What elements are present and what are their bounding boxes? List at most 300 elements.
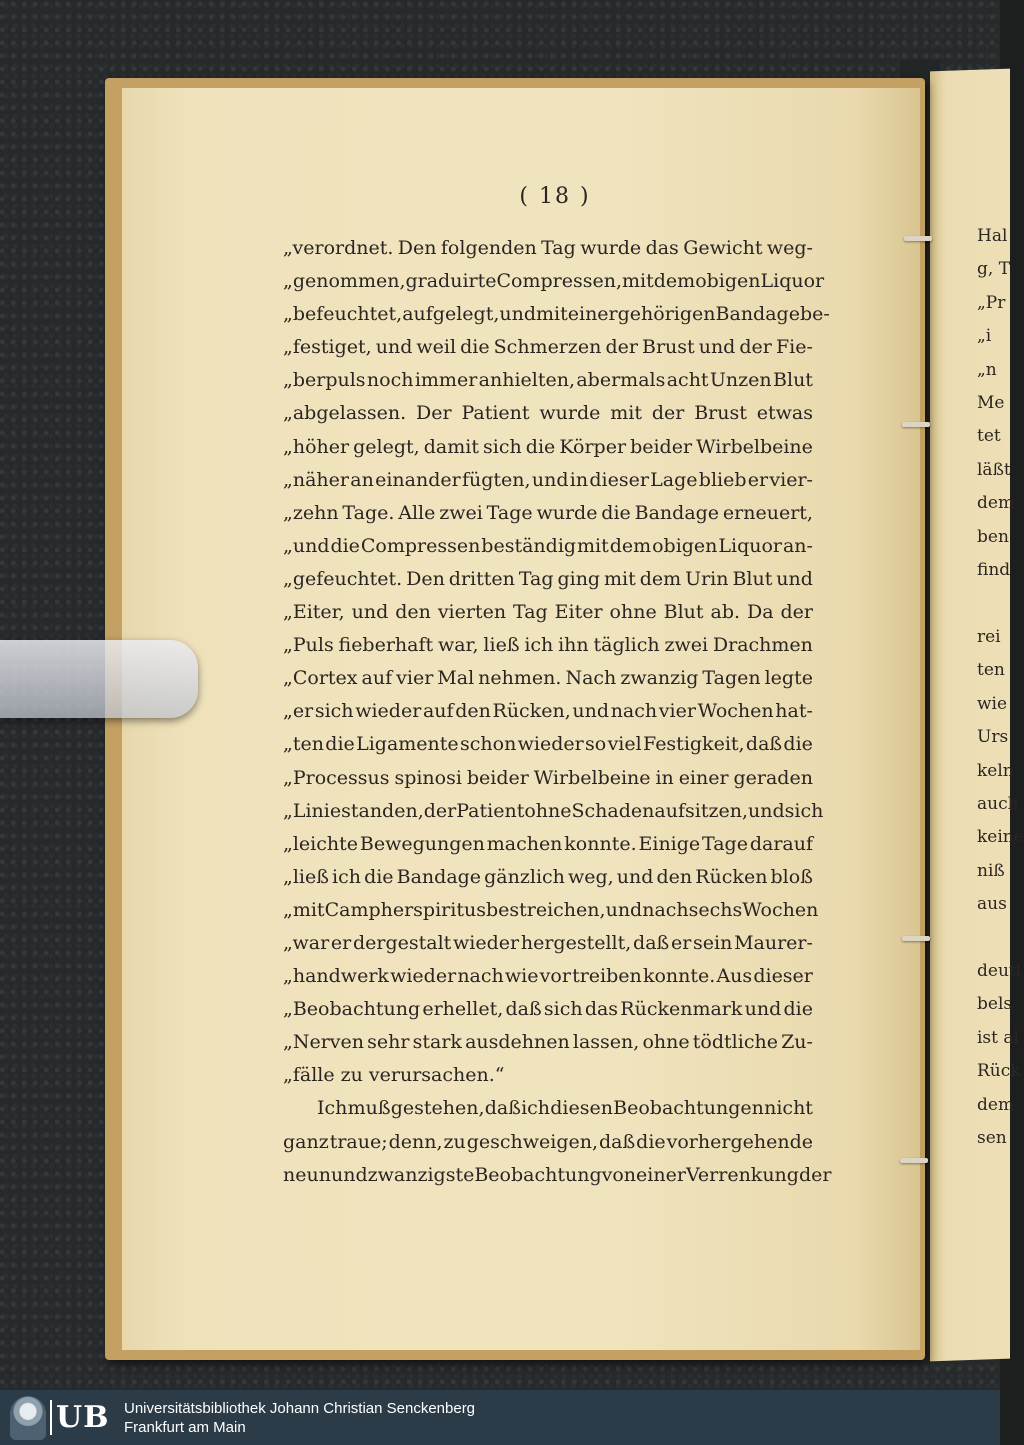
word: ausdehnen	[465, 1031, 570, 1054]
word: sich	[543, 998, 583, 1021]
word: Festigkeit,	[643, 733, 745, 756]
word: daß	[505, 998, 542, 1021]
facing-text-fragment: dem	[977, 1094, 1015, 1115]
word: erneuert,	[722, 501, 813, 524]
glass-page-weight	[0, 640, 198, 718]
facing-text-fragment: Rück	[977, 1061, 1021, 1082]
word: daß	[745, 733, 783, 756]
word: Liquor	[718, 534, 782, 557]
facing-text-fragment: „Pr	[977, 292, 1006, 313]
word: „abgelassen.	[283, 402, 407, 425]
word: Wochen	[742, 898, 819, 921]
word: Maurer-	[734, 931, 813, 954]
facing-text-fragment: „i	[977, 326, 992, 347]
word: ab.	[710, 601, 741, 624]
text-line	[283, 232, 813, 265]
text-line	[283, 993, 813, 1026]
word: obigen	[652, 534, 718, 557]
word: vierten	[437, 601, 507, 624]
text-line	[283, 298, 830, 331]
word: lassen,	[572, 1031, 640, 1054]
word: wieder	[355, 700, 422, 723]
word: vor	[539, 965, 571, 988]
word: die	[783, 733, 813, 756]
library-footer	[0, 1390, 1000, 1445]
word: ohne	[524, 799, 572, 822]
word: der	[651, 402, 685, 425]
word: täglich	[593, 634, 660, 657]
institution-line-1: Universitätsbibliothek Johann Christian Senckenberg	[124, 1399, 476, 1417]
word: „berpuls	[283, 369, 366, 392]
facing-text-fragment: wie	[977, 693, 1008, 714]
word: der	[739, 336, 772, 359]
text-line	[283, 960, 813, 993]
word: wie	[504, 965, 539, 988]
facing-text-fragment: find	[977, 560, 1011, 581]
word: „höher	[283, 435, 350, 458]
facing-text-fragment	[977, 587, 1007, 620]
facing-text-fragment: ten	[977, 660, 1005, 681]
facing-text-fragment: Urs	[977, 727, 1009, 748]
word: mit	[577, 534, 609, 557]
word: er	[330, 931, 352, 954]
word: wieder	[517, 733, 584, 756]
word: dergestalt	[352, 931, 452, 954]
word: dritten	[448, 567, 515, 590]
facing-page-text	[977, 220, 1024, 1155]
word: be-	[799, 303, 830, 326]
word: ließ	[483, 634, 520, 657]
facing-text-fragment: tet	[977, 426, 1001, 447]
word: „und	[283, 534, 330, 557]
word: dieser	[589, 468, 649, 491]
word: Urin	[685, 567, 729, 590]
facing-text-fragment: g, T	[977, 259, 1011, 280]
word: Unzen	[709, 369, 772, 392]
text-line	[283, 397, 813, 430]
word: Patient	[456, 799, 525, 822]
word: Patient	[461, 402, 530, 425]
word: diesen	[550, 1097, 613, 1120]
word: in	[655, 766, 674, 789]
word: und	[698, 336, 736, 359]
word: ohne	[642, 1031, 690, 1054]
word: acht	[666, 369, 709, 392]
text-line	[283, 828, 813, 861]
word: aufsitzen,	[654, 799, 748, 822]
word: anhielten,	[478, 369, 575, 392]
word: nach	[457, 965, 504, 988]
facing-text-fragment: sen	[977, 1127, 1007, 1148]
word: Schaden	[571, 799, 655, 822]
facing-text-fragment: auch	[977, 793, 1019, 814]
word: Liquor	[760, 270, 825, 293]
facing-text-fragment: Hal	[977, 226, 1008, 246]
word: „handwerk	[283, 965, 389, 988]
word: Verrenkung	[685, 1163, 799, 1186]
word: ich	[521, 1097, 551, 1120]
word: so	[585, 733, 607, 756]
word: Blut	[773, 369, 813, 392]
word: Den	[406, 567, 445, 590]
word: sein	[693, 931, 733, 954]
word: blieb	[698, 468, 747, 491]
word: Campherspiritus	[324, 898, 486, 921]
word: Gewicht	[683, 237, 763, 259]
text-line	[283, 563, 813, 596]
word: „Eiter,	[283, 601, 345, 624]
word: „gefeuchtet.	[283, 567, 403, 590]
word: konnte.	[564, 832, 637, 855]
word: „Nerven	[283, 1031, 365, 1054]
word: wieder	[390, 965, 457, 988]
word: und	[744, 998, 782, 1021]
word: traue;	[329, 1130, 388, 1153]
facing-text-fragment: „n	[977, 359, 997, 380]
word: Rücken,	[492, 700, 571, 723]
word: sechs	[688, 898, 743, 921]
word: Fie-	[775, 336, 813, 359]
word: Mal	[437, 667, 475, 690]
word: den	[656, 865, 693, 888]
word: geschweigen,	[466, 1130, 599, 1153]
text-line	[283, 762, 813, 795]
word: denn,	[388, 1130, 443, 1153]
word: Beobachtungen	[613, 1097, 764, 1120]
word: Brust	[641, 336, 695, 359]
word: an	[350, 468, 374, 491]
word: zwei	[664, 634, 709, 657]
word: der	[605, 336, 638, 359]
word: von	[601, 1163, 637, 1186]
word: fügten,	[461, 468, 531, 491]
word: einer	[567, 303, 618, 326]
word: wieder	[453, 931, 520, 954]
text-line	[283, 364, 813, 397]
word: Wirbelbeine	[696, 435, 813, 458]
word: „genommen,	[283, 270, 406, 293]
word: „Processus	[283, 766, 390, 789]
word: Tag	[541, 237, 576, 259]
word: Ich	[317, 1097, 348, 1120]
word: treiben	[572, 965, 642, 988]
library-logo[interactable]	[10, 1394, 120, 1442]
word: „Cortex	[283, 667, 358, 690]
word: und	[605, 898, 643, 921]
word: er	[670, 931, 692, 954]
word: darauf	[749, 832, 813, 855]
word: Tag	[518, 567, 554, 590]
word: und	[572, 700, 610, 723]
word: den	[455, 700, 491, 723]
word: sich	[314, 700, 354, 723]
word: ich	[332, 865, 361, 888]
word: Der	[416, 402, 452, 425]
word: „war	[283, 931, 330, 954]
word: Rückenmark	[620, 998, 743, 1021]
word: Lage	[650, 468, 698, 491]
page-pin	[902, 422, 930, 427]
word: die	[330, 534, 360, 557]
word: „leichte	[283, 832, 358, 855]
word: Tagen	[702, 667, 761, 690]
word: und	[531, 468, 569, 491]
text-line	[283, 596, 813, 629]
word: daß	[484, 1097, 521, 1120]
word: und	[776, 567, 813, 590]
word: nach	[642, 898, 689, 921]
word: und	[499, 303, 537, 326]
word: spinosi	[394, 766, 462, 789]
facing-text-fragment: dem	[977, 493, 1015, 514]
word: er	[747, 468, 769, 491]
word: einer	[678, 766, 729, 789]
word: wurde	[536, 501, 598, 524]
word: und	[616, 865, 654, 888]
word: Nach	[565, 667, 617, 690]
word: hergestellt,	[520, 931, 632, 954]
text-line	[283, 927, 813, 960]
text-line	[283, 662, 813, 695]
text-line	[283, 497, 813, 530]
page-pin	[904, 236, 932, 241]
page-body-text	[283, 232, 832, 1192]
word: der	[423, 799, 457, 822]
word: Tage	[702, 832, 748, 855]
word: mit	[536, 303, 568, 326]
word: zwei	[439, 501, 483, 524]
word: sehr	[367, 1031, 410, 1054]
word: „Puls	[283, 634, 334, 657]
page-number: ( 18 )	[519, 184, 591, 209]
facing-text-fragment: aus	[977, 894, 1007, 915]
word: das	[584, 998, 619, 1021]
word: erhellet,	[422, 998, 504, 1021]
word: wurde	[580, 237, 642, 259]
text-line	[283, 861, 813, 894]
word: dem	[653, 270, 696, 293]
word: und	[375, 336, 413, 359]
word: noch	[366, 369, 414, 392]
word: ihn	[558, 634, 589, 657]
facing-text-fragment: keln	[977, 760, 1014, 781]
word: Bandage	[634, 501, 720, 524]
word: ganz	[283, 1130, 329, 1153]
word: „festiget,	[283, 336, 372, 359]
ub-logo-text: UB	[50, 1400, 110, 1435]
word: weil	[416, 336, 457, 359]
word: der	[780, 601, 813, 624]
word: gelegt,	[353, 435, 420, 458]
word: die	[460, 336, 490, 359]
word: den	[395, 601, 431, 624]
word: „verordnet.	[283, 237, 394, 259]
word: „befeuchtet,	[283, 303, 403, 326]
facing-text-fragment: läßt	[977, 459, 1011, 480]
word: aufgelegt,	[402, 303, 500, 326]
word: weg-	[766, 237, 813, 259]
text-line	[283, 530, 813, 563]
word: Einige	[638, 832, 701, 855]
word: muß	[347, 1097, 391, 1120]
text-line	[283, 728, 813, 761]
word: Tage.	[342, 501, 395, 524]
word: beider	[630, 435, 693, 458]
text-line	[283, 265, 825, 298]
word: Körper	[559, 435, 627, 458]
text-line	[283, 629, 813, 662]
word: schon	[460, 733, 517, 756]
word: neun	[283, 1163, 331, 1186]
word: auf	[361, 667, 393, 690]
word: legte	[764, 667, 813, 690]
facing-text-fragment: bels	[977, 994, 1013, 1015]
word: hat-	[775, 700, 813, 723]
facing-text-fragment: deutl	[977, 960, 1022, 981]
word: Ligamente	[356, 733, 459, 756]
word: und	[330, 1163, 368, 1186]
word: Schmerzen	[493, 336, 602, 359]
word: einer	[636, 1163, 686, 1186]
text-line	[283, 1126, 813, 1159]
word: nehmen.	[478, 667, 562, 690]
word: „er	[283, 700, 314, 723]
word: beider	[466, 766, 529, 789]
page-pin	[902, 936, 930, 941]
word: „Linie	[283, 799, 342, 822]
word: dieser	[753, 965, 813, 988]
facing-text-fragment: niß	[977, 860, 1005, 881]
word: Zu-	[781, 1031, 813, 1054]
word: damit	[423, 435, 479, 458]
word: vier-	[769, 468, 813, 491]
word: Tage	[486, 501, 533, 524]
text-line	[283, 464, 813, 497]
word: bestreichen,	[485, 898, 606, 921]
word: standen,	[341, 799, 424, 822]
word: „ließ	[283, 865, 329, 888]
word: Brust	[694, 402, 747, 425]
word: weg,	[568, 865, 614, 888]
text-line	[283, 1159, 832, 1192]
word: einander	[375, 468, 461, 491]
facing-text-fragment: ben	[977, 526, 1009, 547]
word: die	[325, 733, 355, 756]
word: vier	[396, 667, 434, 690]
word: etwas	[756, 402, 813, 425]
word: die	[364, 865, 394, 888]
word: dem	[609, 534, 652, 557]
word: die	[525, 435, 556, 458]
word: die	[601, 501, 631, 524]
word: war,	[437, 634, 479, 657]
word: ging	[557, 567, 601, 590]
word: „ten	[283, 733, 324, 756]
word: Compressen	[360, 534, 481, 557]
facing-text-fragment	[977, 922, 1007, 955]
word: sich	[784, 799, 824, 822]
word: ich	[524, 634, 554, 657]
word: der	[798, 1163, 832, 1186]
word: mit	[622, 270, 654, 293]
word: dem	[639, 567, 682, 590]
word: wurde	[539, 402, 601, 425]
word: konnte.	[642, 965, 716, 988]
word: Aus	[716, 965, 753, 988]
word: die	[636, 1130, 666, 1153]
word: folgenden	[440, 237, 537, 259]
text-line	[283, 331, 813, 364]
word: Da	[746, 601, 774, 624]
word: Wirbelbeine	[533, 766, 651, 789]
facing-text-fragment: rei	[977, 626, 1001, 647]
word: mit	[604, 567, 636, 590]
word: nicht	[764, 1097, 813, 1120]
word: graduirte	[405, 270, 497, 293]
word: „zehn	[283, 501, 339, 524]
text-line	[283, 1026, 813, 1059]
word: Bandage	[396, 865, 482, 888]
word: bloß	[770, 865, 813, 888]
word: Blut	[732, 567, 773, 590]
word: in	[569, 468, 589, 491]
senckenberg-portrait-icon	[10, 1396, 46, 1440]
institution-line-2: Frankfurt am Main	[124, 1418, 246, 1436]
word: Rücken	[695, 865, 768, 888]
word: auf	[422, 700, 454, 723]
text-line	[283, 695, 813, 728]
page-pin	[900, 1158, 928, 1163]
word: Bandage	[715, 303, 800, 326]
text-line	[283, 795, 824, 828]
word: nach	[610, 700, 658, 723]
text-line	[283, 431, 813, 464]
word: „Beobachtung	[283, 998, 421, 1021]
word: tödtliche	[692, 1031, 778, 1054]
word: zwanzig	[620, 667, 699, 690]
word: die	[783, 998, 813, 1021]
word: Beobachtung	[474, 1163, 602, 1186]
word: und	[351, 601, 389, 624]
text-line	[283, 1092, 813, 1125]
word: zwanzigste	[367, 1163, 475, 1186]
facing-text-fragment: ist al	[977, 1027, 1019, 1048]
word: Eiter	[554, 601, 603, 624]
word: an-	[782, 534, 813, 557]
word: gestehen,	[390, 1097, 485, 1120]
word: Alle	[398, 501, 436, 524]
word: Compressen,	[496, 270, 623, 293]
word: gänzlich	[484, 865, 565, 888]
word: beständig	[481, 534, 577, 557]
word: vorhergehende	[666, 1130, 813, 1153]
word: sich	[483, 435, 522, 458]
facing-text-fragment: Me	[977, 393, 1005, 414]
word: „mit	[283, 898, 325, 921]
institution-name	[124, 1399, 475, 1437]
word: und	[747, 799, 785, 822]
word: immer	[414, 369, 478, 392]
word: fieberhaft	[338, 634, 434, 657]
word: abermals	[576, 369, 666, 392]
word: Tag	[513, 601, 548, 624]
word: mit	[610, 402, 642, 425]
word: stark	[412, 1031, 462, 1054]
word: viel	[607, 733, 642, 756]
word: ohne	[609, 601, 657, 624]
facing-text-fragment: keine	[977, 827, 1024, 848]
word: Wochen	[697, 700, 774, 723]
